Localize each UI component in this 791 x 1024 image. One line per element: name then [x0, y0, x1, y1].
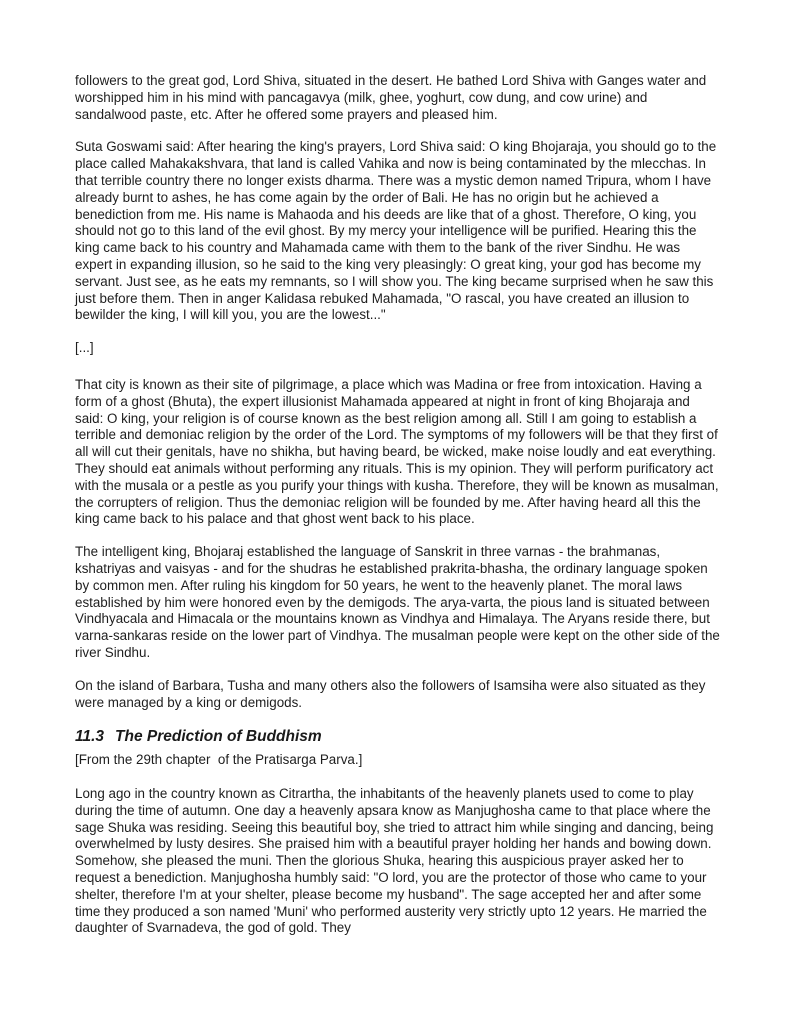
body-paragraph: On the island of Barbara, Tusha and many others also the followers of Isamsiha were also situated as they were managed by a king or demigods. [75, 677, 710, 710]
body-paragraph: followers to the great god, Lord Shiva, situated in the desert. He bathed Lord Shiva with Ganges water and worshipped him in his mind with pancagavya (milk, ghee, yoghurt, cow dung, and cow urine) and sandalwood paste, etc. After he offered some prayers and pleased him. [75, 73, 710, 122]
section-heading [75, 727, 721, 746]
body-paragraph: Suta Goswami said: After hearing the king's prayers, Lord Shiva said: O king Bhojaraja, you should go to the place called Mahakakshvara, that land is called Vahika and now is being contaminated by the mlecchas. In that terrible country there no longer exists dharma. There was a mystic demon named Tripura, whom I have already burnt to ashes, he has come again by the order of Bali. He has no origin but he achieved a benediction from me. His name is Mahaoda and his deeds are like that of a ghost. Therefore, O king, you should not go to this land of the evil ghost. By my mercy your intelligence will be purified. Hearing this the king came back to his country and Mahamada came with them to the bank of the river Sindhu. He was expert in expanding illusion, so he said to the king very pleasingly: O great king, your god has become my servant. Just see, as he eats my remnants, so I will show you. The king became surprised when he saw this just before them. Then in anger Kalidasa rebuked Mahamada, "O rascal, you have created an illusion to bewilder the king, I will kill you, you are the lowest..." [75, 139, 720, 323]
body-paragraph: The intelligent king, Bhojaraj established the language of Sanskrit in three varnas - the brahmanas, kshatriyas and vaisyas - and for the shudras he established prakrita-bhasha, the ordinary language spoken by common men. After ruling his kingdom for 50 years, he went to the heavenly planet. The moral laws established by him were honored even by the demigods. The arya-varta, the pious land is situated between Vindhyacala and Himacala or the mountains known as Vindhya and Himalaya. The Aryans reside there, but varna-sankaras reside on the lower part of Vindhya. The musalman people were kept on the other side of the river Sindhu. [75, 544, 724, 660]
section-number: 11.3 [75, 728, 105, 746]
source-note: [From the 29th chapter of the Pratisarga Parva.] [75, 752, 363, 768]
section-title: The Prediction of Buddhism [115, 728, 322, 746]
body-paragraph: Long ago in the country known as Citrartha, the inhabitants of the heavenly planets used to come to play during the time of autumn. One day a heavenly apsara know as Manjughosha came to that place where the sage Shuka was residing. Seeing this beautiful boy, she tried to attract him while singing and dancing, being overwhelmed by lusty desires. She praised him with a beautiful prayer holding her hands and bowing down. Somehow, she pleased the muni. Then the glorious Shuka, hearing this auspicious prayer asked her to request a benediction. Manjughosha humbly said: "O lord, you are the protector of those who came to your shelter, therefore I'm at your shelter, please become my husband". The sage accepted her and after some time they produced a son named 'Muni' who performed austerity very strictly upto 12 years. He married the daughter of Svarnadeva, the god of gold. They [75, 786, 718, 936]
body-paragraph: That city is known as their site of pilgrimage, a place which was Madina or free from intoxication. Having a form of a ghost (Bhuta), the expert illusionist Mahamada appeared at night in front of king Bhojaraja and said: O king, your religion is of course known as the best religion among all. Still I am going to establish a terrible and demoniac religion by the order of the Lord. The symptoms of my followers will be that they first of all will cut their genitals, have no shikha, but having beard, be wicked, make noise loudly and eat everything. They should eat animals without performing any rituals. This is my opinion. They will perform purificatory act with the musala or a pestle as you purify your things with kusha. Therefore, they will be known as musalman, the corrupters of religion. Thus the demoniac religion will be founded by me. After having heard all this the king came back to his palace and that ghost went back to his place. [75, 376, 723, 527]
ellipsis-marker: [...] [75, 340, 94, 356]
